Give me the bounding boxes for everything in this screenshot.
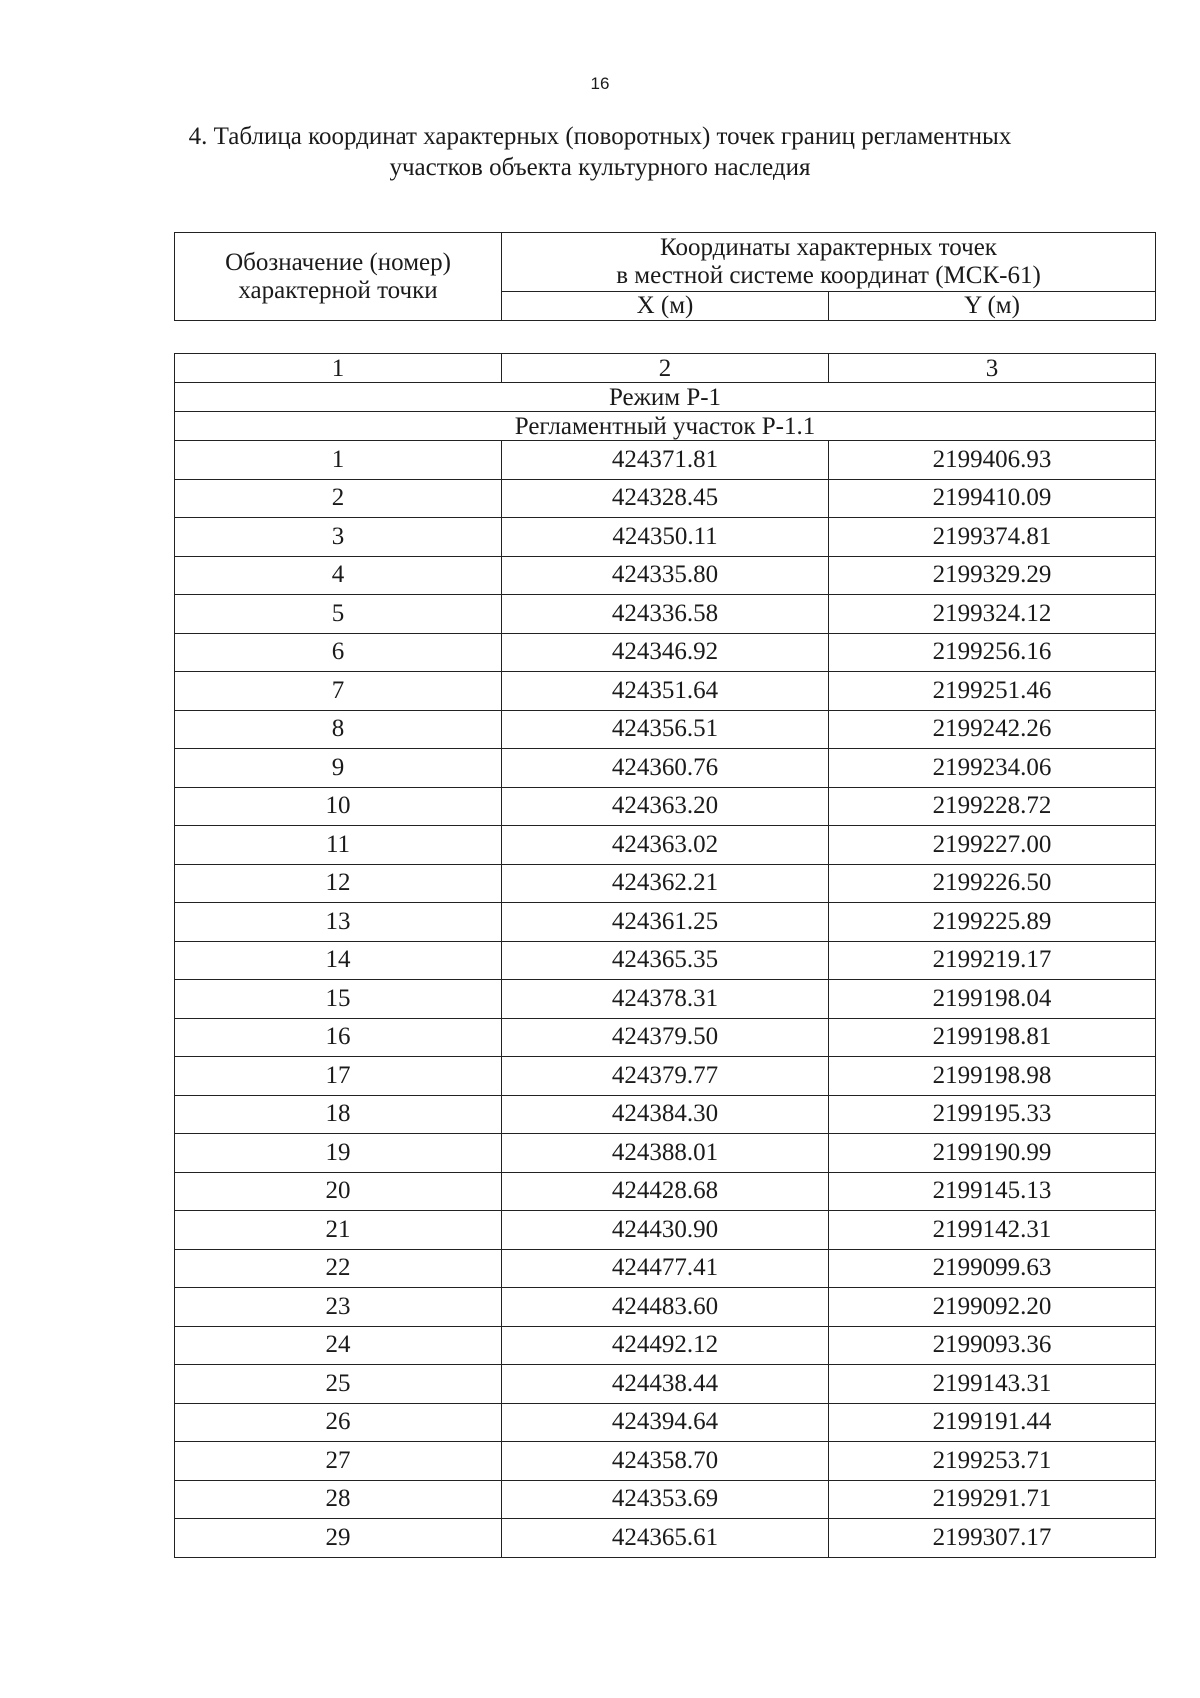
point-number-cell: 2	[175, 479, 502, 518]
x-coordinate-cell: 424336.58	[502, 595, 829, 634]
x-coordinate-cell: 424379.50	[502, 1018, 829, 1057]
column-number: 2	[502, 354, 829, 383]
x-coordinate-cell: 424353.69	[502, 1480, 829, 1519]
point-number-header	[175, 233, 502, 321]
y-coordinate-cell: 2199142.31	[829, 1211, 1156, 1250]
table-row	[175, 941, 1156, 980]
x-coordinate-cell: 424350.11	[502, 518, 829, 557]
x-coordinate-cell: 424492.12	[502, 1326, 829, 1365]
y-coordinate-cell: 2199093.36	[829, 1326, 1156, 1365]
x-coordinate-cell: 424438.44	[502, 1365, 829, 1404]
table-row	[175, 1172, 1156, 1211]
y-coordinate-cell: 2199145.13	[829, 1172, 1156, 1211]
page-number: 16	[590, 74, 610, 93]
y-coordinate-cell: 2199406.93	[829, 441, 1156, 480]
point-number-cell: 14	[175, 941, 502, 980]
point-number-cell: 24	[175, 1326, 502, 1365]
y-coordinate-cell: 2199198.81	[829, 1018, 1156, 1057]
y-coordinate-cell: 2199329.29	[829, 556, 1156, 595]
table-row	[175, 672, 1156, 711]
point-number-cell: 19	[175, 1134, 502, 1173]
point-number-cell: 8	[175, 710, 502, 749]
table-row	[175, 1403, 1156, 1442]
x-coordinate-cell: 424356.51	[502, 710, 829, 749]
y-coordinate-cell: 2199195.33	[829, 1095, 1156, 1134]
y-coordinate-cell: 2199143.31	[829, 1365, 1156, 1404]
y-coordinate-cell: 2199253.71	[829, 1442, 1156, 1481]
table-row	[175, 1249, 1156, 1288]
plot-row	[175, 412, 1156, 441]
x-coordinate-cell: 424483.60	[502, 1288, 829, 1327]
plot-label: Регламентный участок Р-1.1	[175, 412, 1156, 441]
y-coordinate-cell: 2199374.81	[829, 518, 1156, 557]
table-row	[175, 1018, 1156, 1057]
coordinates-header	[502, 233, 1156, 292]
point-number-cell: 21	[175, 1211, 502, 1250]
x-coordinate-cell: 424358.70	[502, 1442, 829, 1481]
table-row	[175, 787, 1156, 826]
document-title	[150, 121, 1050, 183]
table-row	[175, 1211, 1156, 1250]
x-coordinate-cell: 424360.76	[502, 749, 829, 788]
table-row	[175, 864, 1156, 903]
table-row	[175, 903, 1156, 942]
table-row	[175, 633, 1156, 672]
point-number-cell: 13	[175, 903, 502, 942]
x-coordinate-cell: 424430.90	[502, 1211, 829, 1250]
table-row	[175, 518, 1156, 557]
coordinates-header-line-1: Координаты характерных точек	[660, 234, 997, 261]
y-coordinate-cell: 2199307.17	[829, 1519, 1156, 1558]
point-number-cell: 28	[175, 1480, 502, 1519]
point-number-cell: 7	[175, 672, 502, 711]
table-row	[175, 1288, 1156, 1327]
y-coordinate-cell: 2199190.99	[829, 1134, 1156, 1173]
y-coordinate-cell: 2199226.50	[829, 864, 1156, 903]
table-row	[175, 595, 1156, 634]
x-coordinate-cell: 424477.41	[502, 1249, 829, 1288]
point-number-header-line-1: Обозначение (номер)	[225, 248, 451, 276]
point-number-cell: 17	[175, 1057, 502, 1096]
y-coordinate-cell: 2199242.26	[829, 710, 1156, 749]
column-number: 1	[175, 354, 502, 383]
x-column-header: X (м)	[502, 292, 829, 321]
point-number-cell: 20	[175, 1172, 502, 1211]
point-number-cell: 16	[175, 1018, 502, 1057]
x-coordinate-cell: 424378.31	[502, 980, 829, 1019]
table-row	[175, 749, 1156, 788]
point-number-cell: 27	[175, 1442, 502, 1481]
point-number-cell: 10	[175, 787, 502, 826]
point-number-cell: 12	[175, 864, 502, 903]
regime-label: Режим Р-1	[175, 383, 1156, 412]
x-coordinate-cell: 424388.01	[502, 1134, 829, 1173]
table-row	[175, 1442, 1156, 1481]
x-coordinate-cell: 424328.45	[502, 479, 829, 518]
x-coordinate-cell: 424335.80	[502, 556, 829, 595]
x-coordinate-cell: 424351.64	[502, 672, 829, 711]
x-coordinate-cell: 424361.25	[502, 903, 829, 942]
point-number-cell: 11	[175, 826, 502, 865]
y-coordinate-cell: 2199234.06	[829, 749, 1156, 788]
point-number-cell: 1	[175, 441, 502, 480]
x-coordinate-cell: 424394.64	[502, 1403, 829, 1442]
table-row	[175, 1134, 1156, 1173]
x-coordinate-cell: 424371.81	[502, 441, 829, 480]
document-title-line-2: участков объекта культурного наследия	[389, 154, 811, 181]
table-row	[175, 710, 1156, 749]
y-coordinate-cell: 2199410.09	[829, 479, 1156, 518]
table-row	[175, 1480, 1156, 1519]
point-number-cell: 22	[175, 1249, 502, 1288]
x-coordinate-cell: 424362.21	[502, 864, 829, 903]
column-number-row	[175, 354, 1156, 383]
y-coordinate-cell: 2199219.17	[829, 941, 1156, 980]
y-column-header: Y (м)	[829, 292, 1156, 321]
x-coordinate-cell: 424365.35	[502, 941, 829, 980]
table-row	[175, 479, 1156, 518]
point-number-cell: 9	[175, 749, 502, 788]
y-coordinate-cell: 2199225.89	[829, 903, 1156, 942]
point-number-cell: 26	[175, 1403, 502, 1442]
y-coordinate-cell: 2199092.20	[829, 1288, 1156, 1327]
x-coordinate-cell: 424428.68	[502, 1172, 829, 1211]
table-row	[175, 1326, 1156, 1365]
y-coordinate-cell: 2199228.72	[829, 787, 1156, 826]
y-coordinate-cell: 2199099.63	[829, 1249, 1156, 1288]
x-coordinate-cell: 424365.61	[502, 1519, 829, 1558]
coordinates-header-line-2: в местной системе координат (МСК-61)	[616, 262, 1041, 289]
y-coordinate-cell: 2199191.44	[829, 1403, 1156, 1442]
regime-row	[175, 383, 1156, 412]
table-row	[175, 980, 1156, 1019]
point-number-cell: 3	[175, 518, 502, 557]
point-number-cell: 5	[175, 595, 502, 634]
x-coordinate-cell: 424346.92	[502, 633, 829, 672]
point-number-cell: 23	[175, 1288, 502, 1327]
table-row	[175, 441, 1156, 480]
table-row	[175, 1519, 1156, 1558]
y-coordinate-cell: 2199256.16	[829, 633, 1156, 672]
table-row	[175, 1095, 1156, 1134]
y-coordinate-cell: 2199198.98	[829, 1057, 1156, 1096]
point-number-cell: 18	[175, 1095, 502, 1134]
table-row	[175, 556, 1156, 595]
point-number-cell: 6	[175, 633, 502, 672]
y-coordinate-cell: 2199198.04	[829, 980, 1156, 1019]
y-coordinate-cell: 2199251.46	[829, 672, 1156, 711]
document-title-line-1: 4. Таблица координат характерных (поворотных) точек границ регламентных	[188, 123, 1012, 150]
x-coordinate-cell: 424384.30	[502, 1095, 829, 1134]
coordinates-header-table	[174, 232, 1156, 321]
x-coordinate-cell: 424363.02	[502, 826, 829, 865]
coordinates-data-table	[174, 353, 1156, 1558]
table-row	[175, 1365, 1156, 1404]
y-coordinate-cell: 2199324.12	[829, 595, 1156, 634]
column-number: 3	[829, 354, 1156, 383]
y-coordinate-cell: 2199227.00	[829, 826, 1156, 865]
point-number-cell: 25	[175, 1365, 502, 1404]
table-row	[175, 826, 1156, 865]
x-coordinate-cell: 424379.77	[502, 1057, 829, 1096]
point-number-cell: 4	[175, 556, 502, 595]
table-row	[175, 1057, 1156, 1096]
y-coordinate-cell: 2199291.71	[829, 1480, 1156, 1519]
x-coordinate-cell: 424363.20	[502, 787, 829, 826]
point-number-cell: 29	[175, 1519, 502, 1558]
point-number-header-line-2: характерной точки	[238, 276, 438, 304]
point-number-cell: 15	[175, 980, 502, 1019]
